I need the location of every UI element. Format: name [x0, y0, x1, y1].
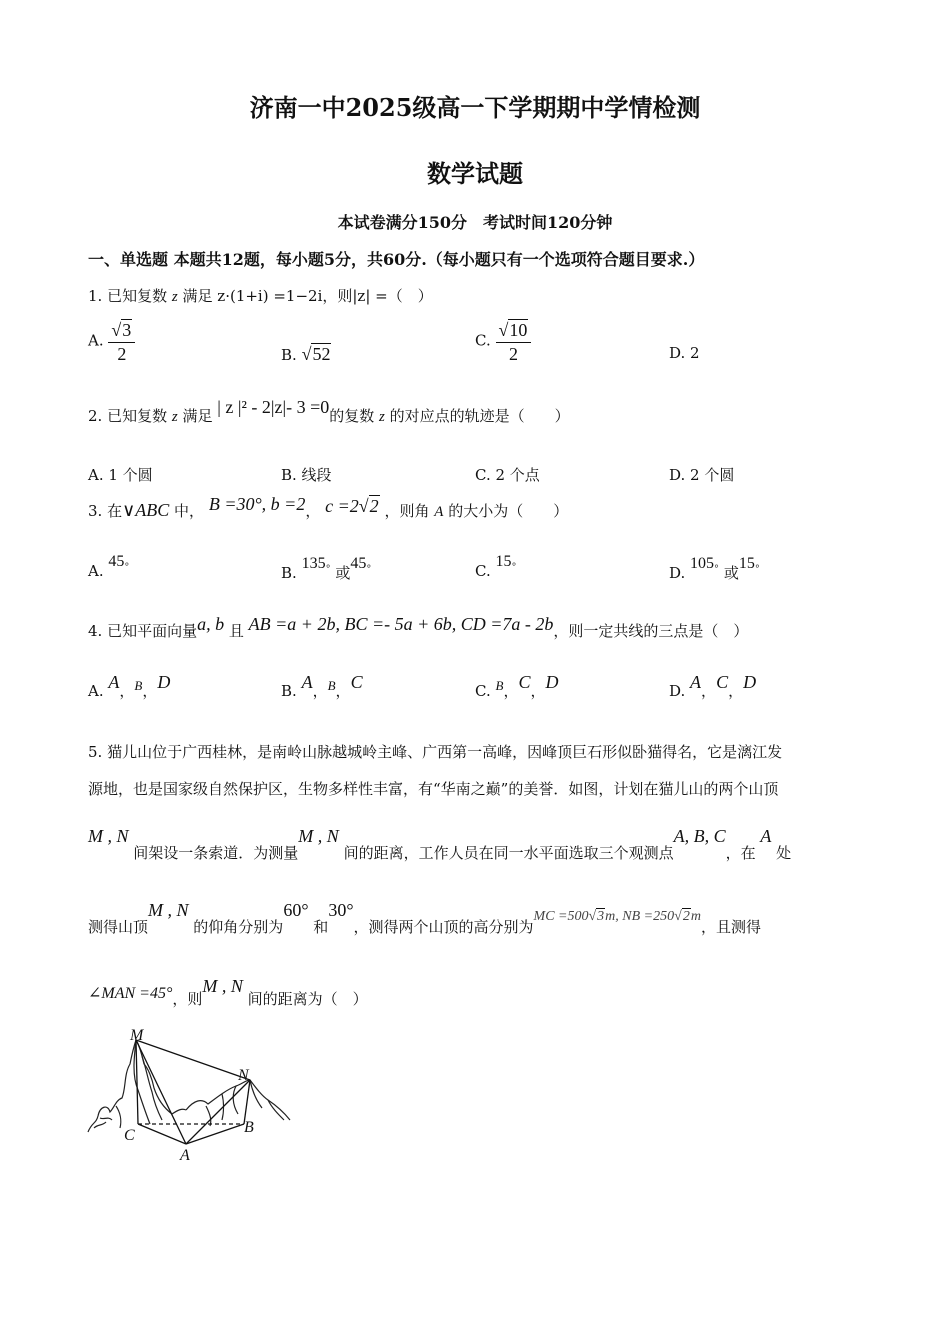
q5-line-4 — [88, 900, 761, 936]
q3-stem-post: ，则角 — [384, 502, 430, 520]
q5-line-2: 源地，也是国家级自然保护区，生物多样性丰富，有“华南之巅”的美誉．如图，计划在猫儿山的两个山顶 — [88, 780, 779, 798]
q5-var-a: A — [760, 826, 772, 846]
q2-stem-mid: 满足 — [182, 407, 213, 425]
question-1-stem — [88, 285, 433, 306]
point-label: A — [301, 672, 313, 692]
q5-text: ，在 — [725, 844, 756, 862]
point-label: B — [327, 678, 336, 693]
q1-stem-pre: 1. 已知复数 — [88, 287, 168, 305]
q5-text: 和 — [313, 918, 329, 936]
q2-option-a[interactable]: A. 1 个圆 — [88, 466, 153, 484]
height-text: MC =500 — [533, 909, 589, 924]
q5-line-5 — [88, 976, 368, 1008]
q4-option-b[interactable]: B. A，B，C — [281, 672, 363, 700]
option-value: 45 — [108, 553, 125, 570]
option-value-1: 105 — [690, 555, 715, 572]
height-text: m — [690, 909, 701, 924]
q1-var-z: z — [171, 289, 178, 305]
option-label: B. — [281, 682, 297, 700]
section-heading: 一、单选题 本题共12题，每小题5分，共60分.（每小题只有一个选项符合题目要求.） — [88, 250, 705, 269]
option-value-1: 135 — [301, 555, 326, 572]
degree-mark: ° — [511, 562, 517, 573]
point-label: D — [743, 672, 757, 692]
label-a: A — [180, 1147, 190, 1164]
q2-var-z-2: z — [379, 409, 385, 425]
line-mn — [136, 1040, 250, 1080]
mountain-figure — [86, 1028, 296, 1168]
q5-text: 间的距离，工作人员在同一水平面选取三个观测点 — [343, 844, 674, 862]
q2-option-d[interactable]: D. 2 个圆 — [669, 466, 735, 484]
q1-option-b[interactable]: B. √52 — [281, 344, 331, 364]
q1-equation: z·(1+i) =1−2i — [217, 287, 323, 305]
q3-var-a: A — [434, 504, 444, 520]
q5-text: 测得山顶 — [88, 918, 149, 936]
q4-stem-post: ，则一定共线的三点是（ ） — [553, 622, 749, 640]
line-mc — [136, 1040, 138, 1124]
q5-angle-30: 30° — [328, 900, 354, 920]
q4-stem-mid: 且 — [228, 622, 244, 640]
point-label: B — [495, 678, 504, 693]
radicand: 10 — [509, 320, 528, 340]
option-or: 或 — [335, 564, 351, 582]
label-c: C — [124, 1127, 135, 1144]
point-label: C — [716, 672, 729, 692]
q1-option-a[interactable] — [88, 318, 135, 365]
q5-var-mn-3: M , N — [148, 900, 189, 920]
degree-mark: ° — [325, 564, 331, 575]
point-label: D — [545, 672, 559, 692]
q2-option-c[interactable]: C. 2 个点 — [475, 466, 540, 484]
exam-info: 本试卷满分150分 考试时间120分钟 — [337, 213, 613, 232]
q3-option-b[interactable] — [281, 555, 372, 583]
q3-triangle: ∨ABC — [122, 500, 170, 520]
radicand: 52 — [312, 344, 331, 364]
q4-option-d[interactable]: D. A，C，D — [669, 672, 757, 700]
option-label: D. — [669, 564, 686, 582]
line-ab — [186, 1124, 244, 1144]
degree-mark: ° — [366, 564, 372, 575]
option-label: C. — [475, 331, 491, 350]
q5-text: ，且测得 — [700, 918, 761, 936]
option-label: A. — [88, 562, 104, 580]
mountain-outline — [88, 1040, 290, 1132]
fraction: $\frac{√10}{2}$ — [496, 318, 532, 365]
denominator: 2 — [117, 344, 127, 364]
option-label: B. — [281, 346, 297, 364]
question-3-stem — [88, 494, 569, 521]
degree-mark: ° — [124, 562, 130, 573]
q4-vars: a, b — [197, 614, 225, 634]
option-or: 或 — [723, 564, 739, 582]
point-label: A — [690, 672, 702, 692]
q5-line-3 — [88, 826, 792, 862]
point-label: B — [134, 678, 143, 693]
option-label: D. — [669, 682, 686, 700]
q3-option-d[interactable] — [669, 555, 760, 583]
q5-text: ，则 — [172, 990, 203, 1008]
exam-subtitle: 数学试题 — [427, 159, 523, 188]
q1-stem-post: ，则|z| =（ ） — [322, 287, 433, 305]
q5-var-abc: A, B, C — [673, 826, 726, 846]
q4-equation: AB =a + 2b, BC =- 5a + 6b, CD =7a - 2b — [248, 614, 554, 634]
label-b: B — [244, 1119, 254, 1136]
height-text: m, NB =250 — [605, 909, 675, 924]
denominator: 2 — [508, 344, 518, 364]
q5-var-mn-2: M , N — [298, 826, 339, 846]
q4-option-a[interactable]: A. A，B，D — [88, 672, 171, 700]
q2-var-z: z — [171, 409, 178, 425]
degree-mark: ° — [714, 564, 720, 575]
q3-cond2-pre: c =2 — [325, 496, 359, 516]
radicand: 2 — [682, 909, 690, 924]
line-nb — [244, 1080, 250, 1124]
q3-condition-2: c =2√2 — [325, 496, 379, 516]
q5-angle-man: ∠MAN =45° — [88, 985, 173, 1002]
q2-stem-post: 的对应点的轨迹是（ ） — [389, 407, 570, 425]
option-label: A. — [88, 331, 104, 350]
q1-option-c[interactable] — [475, 318, 531, 365]
line-na — [186, 1080, 250, 1144]
q2-equation: | z |² - 2|z|- 3 =0 — [217, 397, 330, 417]
fraction: $\frac{√3}{2}$ — [108, 318, 135, 365]
q3-stem-end: 的大小为（ ） — [448, 502, 569, 520]
q4-stem-pre: 4. 已知平面向量 — [88, 622, 198, 640]
q5-text: 的仰角分别为 — [193, 918, 284, 936]
q2-stem-pre: 2. 已知复数 — [88, 407, 168, 425]
option-label: C. — [475, 682, 491, 700]
line-ca — [138, 1124, 186, 1144]
q5-angle-60: 60° — [283, 900, 309, 920]
point-label: D — [157, 672, 171, 692]
q5-heights: MC =500√3m, NB =250√2m — [533, 909, 701, 924]
q5-text: 处 — [776, 844, 792, 862]
label-n: N — [238, 1067, 249, 1084]
q3-option-c[interactable] — [475, 553, 517, 581]
radicand: 3 — [597, 909, 605, 924]
option-value: 15 — [495, 553, 512, 570]
q5-text: ，测得两个山顶的高分别为 — [353, 918, 534, 936]
radicand: 3 — [122, 320, 132, 340]
q5-var-mn-4: M , N — [202, 976, 243, 996]
q5-text: 间架设一条索道．为测量 — [133, 844, 299, 862]
q2-option-b[interactable]: B. 线段 — [281, 466, 332, 484]
option-label: D. — [669, 344, 686, 362]
option-label: C. — [475, 562, 491, 580]
degree-mark: ° — [754, 564, 760, 575]
q1-option-d[interactable] — [669, 344, 700, 362]
question-4-stem — [88, 614, 749, 641]
q3-comma: ， — [305, 502, 321, 520]
radicand: 2 — [369, 496, 379, 516]
question-2-stem — [88, 397, 570, 426]
option-label: B. — [281, 564, 297, 582]
q3-stem-mid: 中， — [174, 502, 205, 520]
label-m: M — [130, 1028, 144, 1044]
q3-condition-1: B =30°, b =2 — [208, 494, 306, 514]
exam-title: 济南一中2025级高一下学期期中学情检测 — [249, 93, 701, 122]
q3-stem-pre: 3. 在 — [88, 502, 123, 520]
option-label: A. — [88, 682, 104, 700]
point-label: C — [350, 672, 363, 692]
point-label: C — [518, 672, 531, 692]
q5-line-1: 5. 猫儿山位于广西桂林，是南岭山脉越城岭主峰、广西第一高峰，因峰顶巨石形似卧猫得名，它是漓江发 — [88, 743, 783, 761]
option-value: 2 — [690, 344, 700, 362]
geometry-lines — [136, 1040, 250, 1144]
point-label: A — [108, 672, 120, 692]
q1-stem-mid: 满足 — [182, 287, 213, 305]
q5-var-mn: M , N — [88, 826, 129, 846]
q5-text: 间的距离为（ ） — [247, 990, 368, 1008]
q4-option-c[interactable]: C. B，C，D — [475, 672, 559, 700]
option-value-2: 15 — [738, 555, 755, 572]
q2-stem-mid2: 的复数 — [329, 407, 375, 425]
q3-option-a[interactable] — [88, 553, 130, 581]
option-value-2: 45 — [350, 555, 367, 572]
